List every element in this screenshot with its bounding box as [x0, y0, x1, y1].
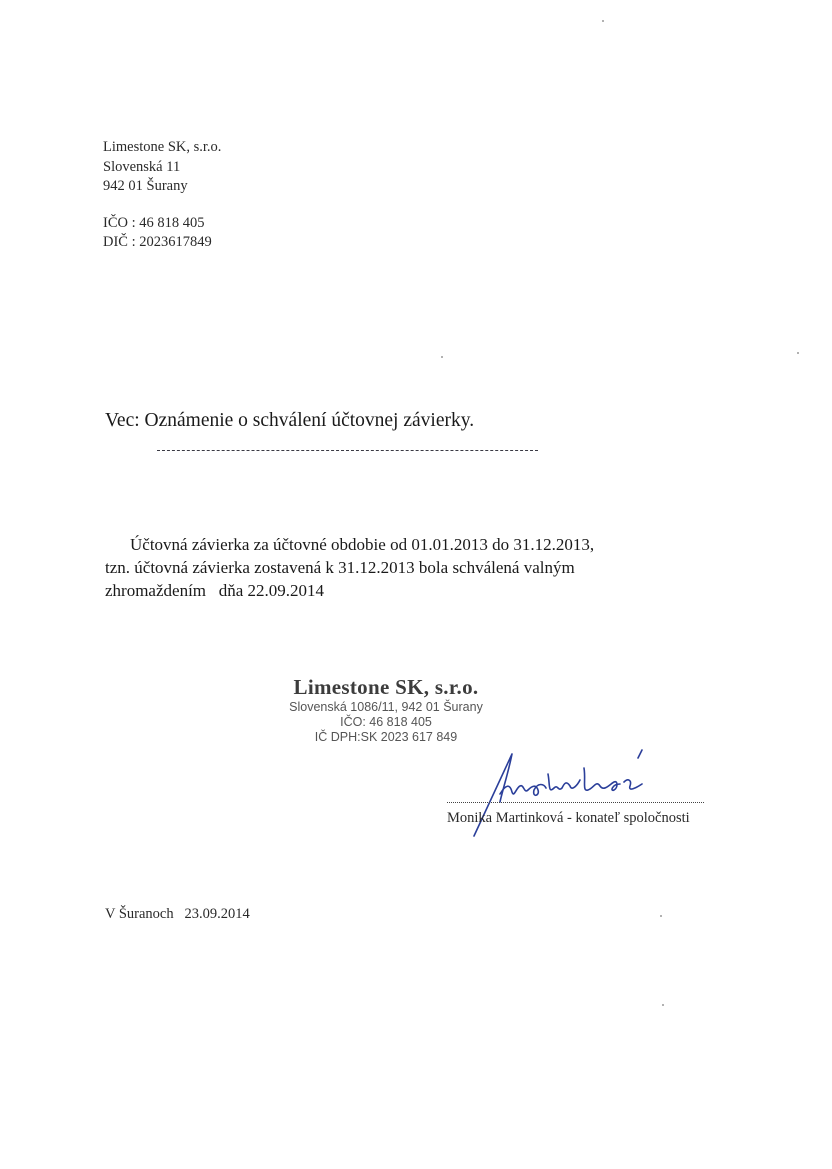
signer-name: Monika Martinková - konateľ spoločnosti: [447, 810, 690, 826]
place-and-date: V Šuranoch 23.09.2014: [105, 906, 250, 922]
scan-speck: [660, 915, 662, 917]
sender-block: [103, 138, 221, 253]
scan-speck: [662, 1004, 664, 1006]
body-line-2: tzn. účtovná závierka zostavená k 31.12.2013 bola schválená valným: [105, 558, 575, 577]
scan-speck: [797, 352, 799, 354]
company-stamp: [270, 674, 502, 745]
stamp-company-name: Limestone SK, s.r.o.: [293, 675, 479, 699]
sender-city: 942 01 Šurany: [103, 178, 188, 194]
stamp-ico: IČO: 46 818 405: [340, 715, 432, 729]
sender-street: Slovenská 11: [103, 158, 181, 175]
stamp-address: Slovenská 1086/11, 942 01 Šurany: [289, 700, 483, 714]
scan-speck: [441, 356, 443, 358]
body-line-3: zhromaždením dňa 22.09.2014: [105, 581, 325, 600]
signature-line: [447, 802, 704, 803]
subject-line: Vec: Oznámenie o schválení účtovnej závierky.: [105, 410, 475, 431]
sender-ico: IČO : 46 818 405: [103, 214, 205, 231]
body-line-1: Účtovná závierka za účtovné obdobie od 01.01.2013 do 31.12.2013,: [130, 535, 595, 554]
handwritten-signature: [462, 744, 682, 844]
sender-company: Limestone SK, s.r.o.: [103, 139, 222, 155]
scan-speck: [602, 20, 604, 22]
sender-dic: DIČ : 2023617849: [103, 234, 212, 250]
subject-underline: [157, 450, 538, 451]
body-paragraph: [105, 533, 705, 602]
stamp-ic-dph: IČ DPH:SK 2023 617 849: [314, 730, 458, 744]
